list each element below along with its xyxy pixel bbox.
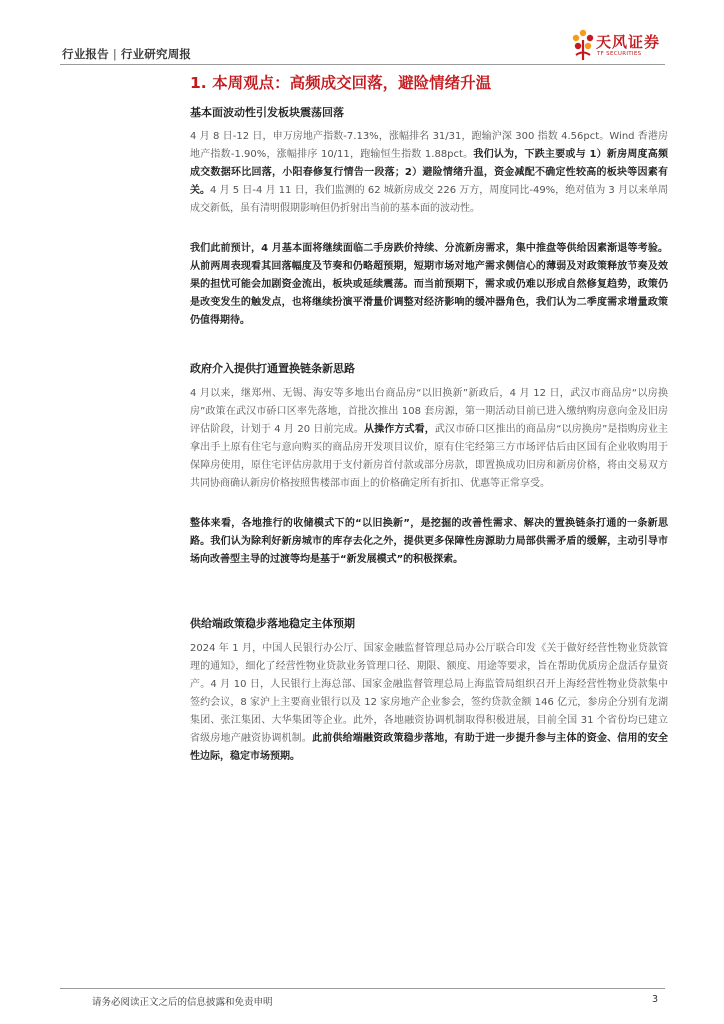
block2-p1-text1: 4 月以来，继郑州、无锡、海安等多地出台商品房“以旧换新”新政后，4 月 12 日，武汉市商品房“以房换房”政策在武汉市硚口区率先落地，首批次推出 108 套房源，第一期活动目前已进入缴纳购房意向金及旧房评估阶段，计划于 4 月 20 日前完成。 <box>190 388 668 435</box>
block3-paragraph1 <box>190 640 668 766</box>
header-divider <box>60 64 665 65</box>
block2-paragraph1 <box>190 385 668 493</box>
report-subtype-label: 行业研究周报 <box>120 47 192 61</box>
report-type <box>62 46 191 62</box>
logo-name: 天风证券 <box>596 33 661 51</box>
block2-paragraph2: 整体来看，各地推行的收储模式下的“以旧换新”，是挖掘的改善性需求、解决的置换链条打通的一条新思路。我们认为除利好新房城市的库存去化之外，提供更多保障性房源助力局部供需矛盾的缓解，主动引导市场向改善型主导的过渡等均是基于“新发展模式”的积极探索。 <box>190 518 668 565</box>
company-logo <box>570 28 680 68</box>
logo-subtitle: TF SECURITIES <box>597 51 642 57</box>
block1-p1-bold: 我们认为，下跌主要或与 1）新房周度高频成交数据环比回落，小阳春修复行情告一段落；2）避险情绪升温，资金减配不确定性较高的板块等因素有关。 <box>190 149 668 196</box>
block3-p1-text1: 2024 年 1 月，中国人民银行办公厅、国家金融监督管理总局办公厅联合印发《关于做好经营性物业贷款管理的通知》，细化了经营性物业贷款业务管理口径、期限、额度、用途等要求，旨在帮助优质房企盘活存量资产。4 月 10 日，人民银行上海总部、国家金融监督管理总局上海监管局组织召开上海经营性物业贷款集中签约会议，8 家沪上主要商业银行以及 12 家房地产企业参会，签约贷款金额 146 亿元，参房企分别有龙湖集团、张江集团、大华集团等企业。此外，各地融资协调机制取得积极进展，目前全国 31 个省份均已建立省级房地产融资协调机制。 <box>190 643 668 744</box>
block2-p1-bold: 从操作方式看， <box>363 424 435 435</box>
block3-p1-bold: 此前供给端融资政策稳步落地，有助于进一步提升参与主体的资金、信用的安全性边际，稳定市场预期。 <box>190 733 669 762</box>
tf-logo-icon <box>570 28 596 62</box>
block1-paragraph1 <box>190 128 668 218</box>
block1-p1-text2: 4 月 5 日-4 月 11 日，我们监测的 62 城新房成交 226 万方，周度同比-49%，绝对值为 3 月以来单周成交新低，虽有清明假期影响但仍折射出当前的基本面的波动性。 <box>190 185 669 214</box>
report-type-label: 行业报告 <box>62 47 109 61</box>
page-number: 3 <box>652 994 659 1005</box>
block2-heading: 政府介入提供打通置换链条新思路 <box>190 362 355 375</box>
block2-p1-text2: 武汉市硚口区推出的商品房“以房换房”是指购房业主拿出手上原有住宅与意向购买的商品房开发项目议价，原有住宅经第三方市场评估后由区国有企业收购用于保障房使用，原住宅评估房款用于支付新房首付款或部分房款，即置换成功旧房和新房价格，将由交易双方共同协商确认新房价格按照售楼部市面上的价格确定所有折扣、优惠等正常享受。 <box>190 424 668 489</box>
block1-heading: 基本面波动性引发板块震荡回落 <box>190 106 344 119</box>
report-type-separator: | <box>112 47 117 61</box>
block1-p1-text1: 4 月 8 日-12 日，申万房地产指数-7.13%，涨幅排名 31/31，跑输沪深 300 指数 4.56pct。Wind 香港房地产指数-1.90%，涨幅排序 10/11，跑输恒生指数 1.88pct。 <box>190 131 668 160</box>
footer-divider <box>60 988 665 989</box>
section-title: 1. 本周观点：高频成交回落，避险情绪升温 <box>190 74 492 92</box>
block1-paragraph2: 我们此前预计，4 月基本面将继续面临二手房跌价持续、分流新房需求，集中推盘等供给因素渐退等考验。从前两周表现看其回落幅度及节奏和仍略超预期，短期市场对地产需求侧信心的薄弱及对政策释放节奏及效果的担忧可能会加剧资金流出，板块或延续震荡。而当前预期下，需求或仍难以形成自然修复趋势，政策仍是改变发生的触发点，也将继续扮演平滑量价调整对经济影响的缓冲器角色，我们认为二季度需求增量政策仍值得期待。 <box>190 243 668 326</box>
block3-heading: 供给端政策稳步落地稳定主体预期 <box>190 617 355 630</box>
footer-disclaimer: 请务必阅读正文之后的信息披露和免责申明 <box>92 997 273 1008</box>
